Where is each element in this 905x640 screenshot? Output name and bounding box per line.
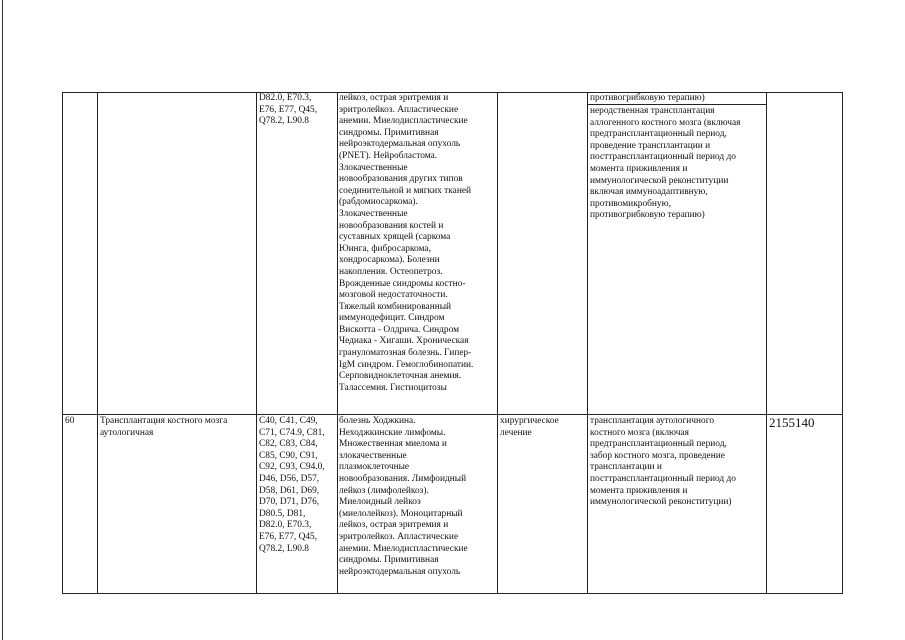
scan-edge-line: [2, 0, 3, 640]
col-divider-6: [766, 92, 767, 594]
continued-row-method-top: противогрибковую терапию): [590, 93, 705, 103]
continued-row-icd-codes: D82.0, E70.3, E76, E77, Q45, Q78.2, L90.8: [259, 93, 318, 127]
col-divider-4: [497, 92, 498, 594]
continued-row-diseases: лейкоз, острая эритремия и эритролейкоз. Апластические анемии. Миелодиспластические синдромы. Примитивная нейроэктодермальная опухоль (PNET). Нейробластома. Злокачественные новообразования других типов соединительной и мягких тканей (рабдомиосаркома). Злокачественные новообразования костей и суставных хрящей (саркома Юинга, фибросаркома, хондросаркома). Болезни накопления. Остеопетроз. Врожденные синдромы костно- мозговой недостаточности. Тяжелый комбинированный иммунодефицит. Синдром Вискотта - Олдрича. Синдром Чедиака - Хигаши. Хроническая грануломатозная болезнь. Гипер- IgM синдром. Гемоглобинопатии. Серповидноклеточная анемия. Талассемия. Гистиоцитозы: [339, 93, 474, 393]
row-60-name: Трансплантация костного мозга аутологичная: [100, 416, 228, 438]
col-divider-3: [337, 92, 338, 594]
table-border-bottom: [62, 593, 843, 594]
row-60-treatment-type: хирургическое лечение: [500, 416, 559, 438]
row-60-diseases: болезнь Ходжкина. Неходжкинские лимфомы. Множественная миелома и злокачественные плазмоклеточные новообразования. Лимфоидный лейкоз (лимфолейкоз). Миелоидный лейкоз (миелолейкоз). Моноцитарный лейкоз, острая эритремия и эритролейкоз. Апластические анемии. Миелодиспластические синдромы. Примитивная нейроэктодермальная опухоль: [339, 416, 468, 577]
col-divider-2: [256, 92, 257, 594]
row-60-method: трансплантация аутологичного костного мозга (включая предтрансплантационный период, забор костного мозга, проведение трансплантации и посттрансплантационный период до момента приживления и иммунологической реконституции): [590, 416, 736, 508]
row-60-cost: 2155140: [769, 416, 815, 430]
table-border-right: [842, 92, 843, 594]
col-divider-1: [97, 92, 98, 594]
row-divider: [62, 414, 843, 415]
table-border-left: [62, 92, 63, 594]
continued-row-method-bottom: неродственная трансплантация аллогенного костного мозга (включая предтрансплантационный период, проведение трансплантации и посттрансплантационный период до момента приживления и иммунологической реконституции включая иммуноадаптивную, противомикробную, противогрибковую терапию): [590, 106, 741, 221]
row-60-number: 60: [65, 416, 75, 426]
row-60-icd-codes: C40, C41, C49, C71, C74.9, C81, C82, C83, C84, C85, C90, C91, C92, C93, C94.0, D46, D56, D57, D58, D61, D69, D70, D71, D76, D80.5, D81, D82.0, E70.3, E76, E77, Q45, Q78.2, L90.8: [259, 416, 325, 554]
col-divider-5: [587, 92, 588, 594]
